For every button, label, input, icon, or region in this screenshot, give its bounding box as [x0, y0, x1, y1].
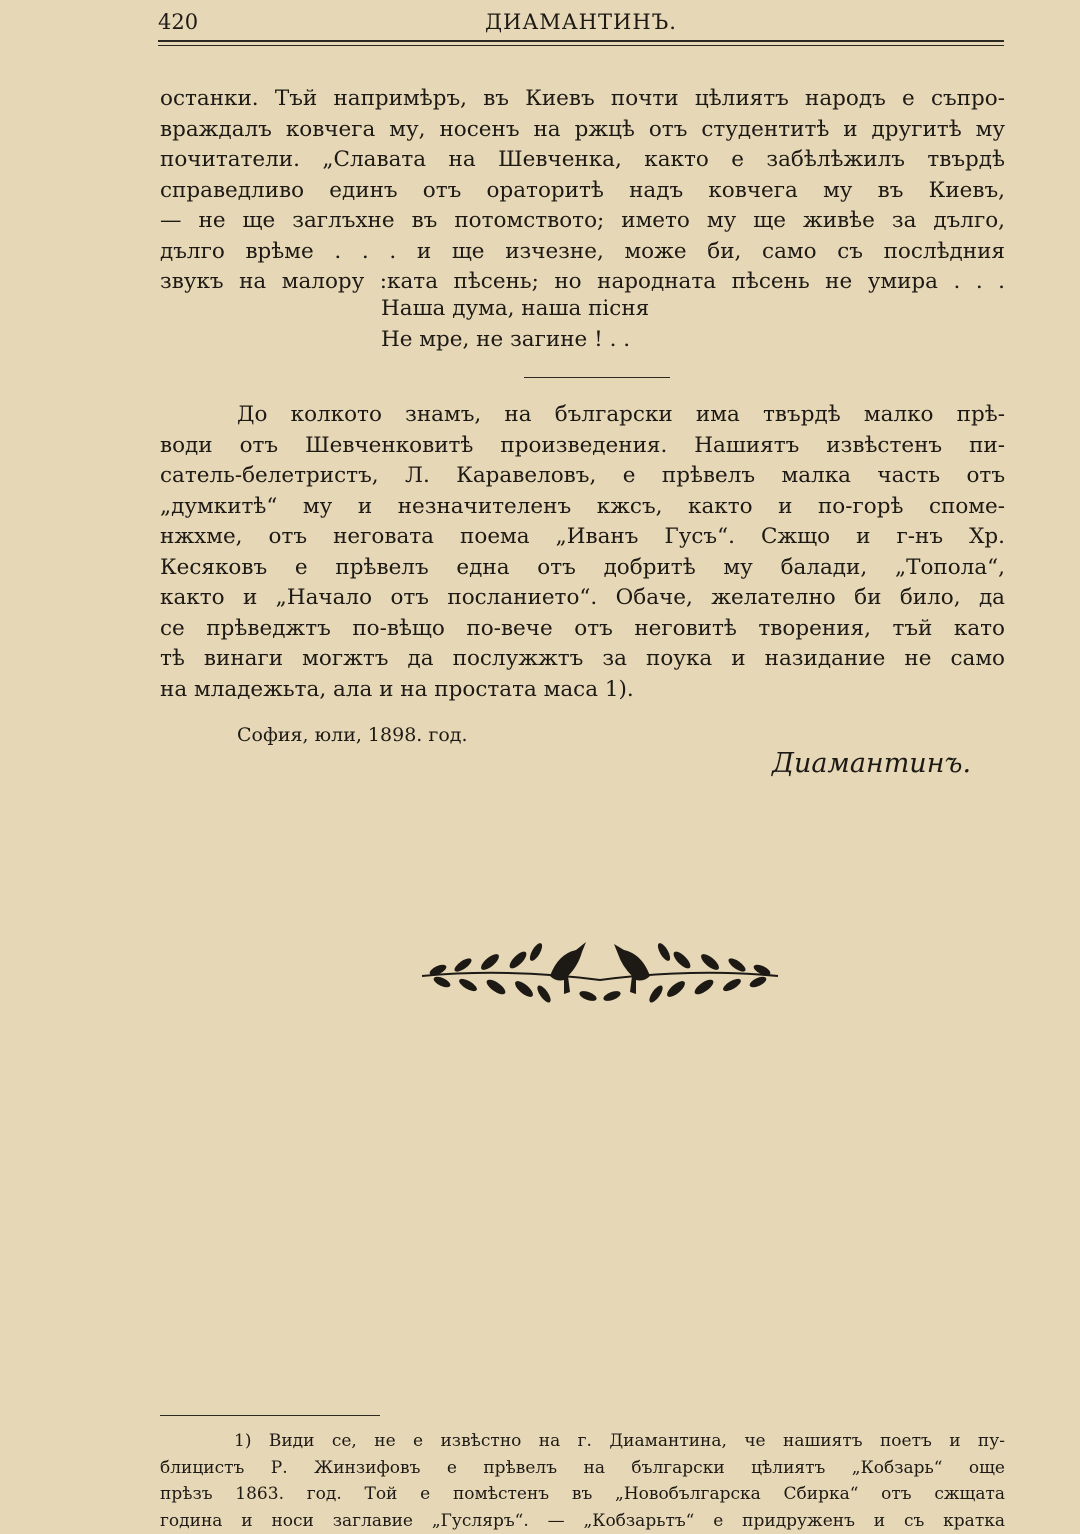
footnote-rule: [160, 1415, 380, 1416]
text-line: почитатели. „Славата на Шевченка, както е забѣлѣжилъ твърдѣ: [160, 145, 1005, 176]
running-title: ДИАМАНТИНЪ.: [158, 10, 1004, 34]
text-line: нжхме, отъ неговата поема „Иванъ Гусъ“. Сжщо и г-нъ Хр.: [160, 522, 1005, 553]
footnote-line: година и носи заглавие „Гусляръ“. — „Кобзарьтъ“ е придруженъ и съ кратка: [160, 1508, 1005, 1534]
text-line: враждалъ ковчега му, носенъ на ржцѣ отъ студентитѣ и другитѣ му: [160, 115, 1005, 146]
text-line: — не ще заглъхне въ потомството; името му ще живѣе за дълго,: [160, 206, 1005, 237]
text-line: справедливо единъ отъ ораторитѣ надъ ковчега му въ Киевъ,: [160, 176, 1005, 207]
text-line: както и „Начало отъ посланието“. Обаче, желателно би било, да: [160, 583, 1005, 614]
text-line: се прѣведжтъ по-вѣщо по-вече отъ неговитѣ творения, тъй като: [160, 614, 1005, 645]
dateline: София, юли, 1898. год.: [237, 724, 468, 746]
footnote: [160, 1428, 1005, 1534]
text-line: тѣ винаги могжтъ да послужжтъ за поука и назидание не само: [160, 644, 1005, 675]
footnote-line: прѣзъ 1863. год. Той е помѣстенъ въ „Новобългарска Сбирка“ отъ сжщата: [160, 1481, 1005, 1508]
text-line: звукъ на малору :ката пѣсень; но народната пѣсень не умира . . .: [160, 267, 1005, 298]
author-signature: Диамантинъ.: [772, 748, 971, 779]
text-line: води отъ Шевченковитѣ произведения. Нашиятъ извѣстенъ пи-: [160, 431, 1005, 462]
page-number: 420: [158, 10, 198, 34]
verse-quote: [381, 294, 649, 355]
section-separator: [524, 377, 670, 378]
paragraph-2: [160, 400, 1005, 705]
header-rule-thin: [158, 45, 1004, 46]
paragraph-1: [160, 84, 1005, 298]
page-header: [158, 6, 1004, 36]
verse-line: Не мре, не загине ! . .: [381, 325, 649, 356]
text-line: на младежьта, ала и на простата маса 1).: [160, 675, 1005, 706]
verse-line: Наша дума, наша пiсня: [381, 294, 649, 325]
text-line: До колкото знамъ, на български има твърдѣ малко прѣ-: [160, 400, 1005, 431]
footnote-line: 1) Види се, не е извѣстно на г. Диамантина, че нашиятъ поетъ и пу-: [160, 1428, 1005, 1455]
footnote-line: блицистъ Р. Жинзифовъ е прѣвелъ на български цѣлиятъ „Кобзарь“ още: [160, 1455, 1005, 1482]
text-line: сатель-белетристъ, Л. Каравеловъ, е прѣвелъ малка часть отъ: [160, 461, 1005, 492]
birds-ornament-icon: [418, 932, 782, 1010]
text-line: останки. Тъй напримѣръ, въ Киевъ почти цѣлиятъ народъ е съпро-: [160, 84, 1005, 115]
text-line: Кесяковъ е прѣвелъ една отъ добритѣ му балади, „Топола“,: [160, 553, 1005, 584]
header-rule: [158, 40, 1004, 42]
text-line: дълго врѣме . . . и ще изчезне, може би, само съ послѣдния: [160, 237, 1005, 268]
text-line: „думкитѣ“ му и незначителенъ кжсъ, както и по-горѣ споме-: [160, 492, 1005, 523]
